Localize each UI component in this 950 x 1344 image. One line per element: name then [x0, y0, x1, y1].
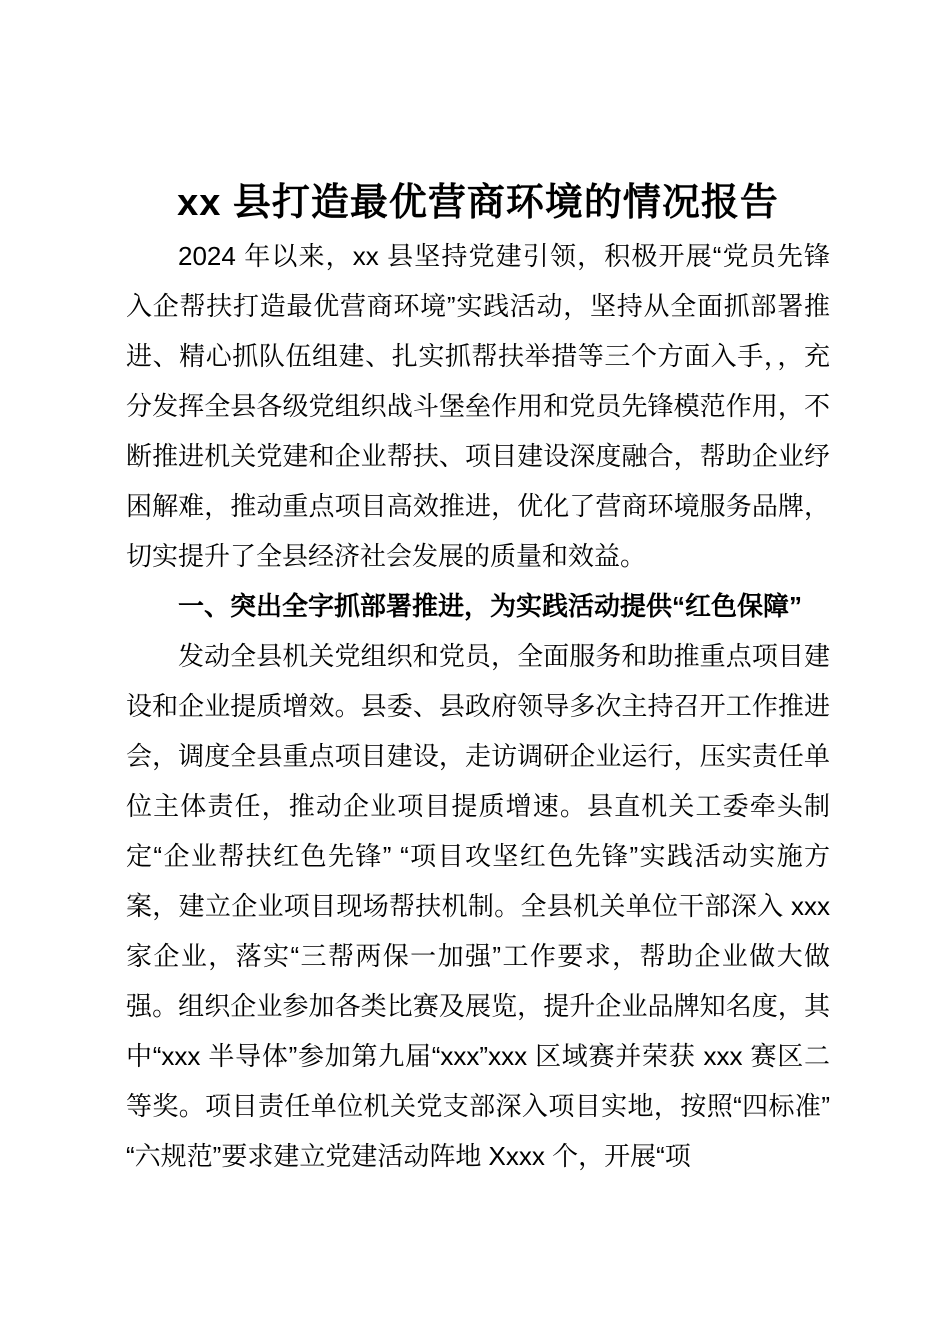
document-title: xx 县打造最优营商环境的情况报告: [177, 182, 779, 224]
section-1-paragraph: 发动全县机关党组织和党员，全面服务和助推重点项目建设和企业提质增效。县委、县政府领导多次主持召开工作推进会，调度全县重点项目建设，走访调研企业运行，压实责任单位主体责任，推动企业项目提质增速。县直机关工委牵头制定“企业帮扶红色先锋” “项目攻坚红色先锋”实践活动实施方案，建立企业项目现场帮扶机制。全县机关单位干部深入 xxx 家企业，落实“三帮两保一加强”工作要求，帮助企业做大做强。组织企业参加各类比赛及展览，提升企业品牌知名度，其中“xxx 半导体”参加第九届“xxx”xxx 区域赛并荣获 xxx 赛区二等奖。项目责任单位机关党支部深入项目实地，按照“四标准” “六规范”要求建立党建活动阵地 Xxxx 个，开展“项: [126, 641, 830, 1171]
section-heading-1: 一、突出全字抓部署推进，为实践活动提供“红色保障”: [178, 591, 803, 621]
intro-paragraph: 2024 年以来，xx 县坚持党建引领，积极开展“党员先锋入企帮扶打造最优营商环境”实践活动，坚持从全面抓部署推进、精心抓队伍组建、扎实抓帮扶举措等三个方面入手，，充分发挥全县各级党组织战斗堡垒作用和党员先锋模范作用，不断推进机关党建和企业帮扶、项目建设深度融合，帮助企业纾困解难，推动重点项目高效推进，优化了营商环境服务品牌，切实提升了全县经济社会发展的质量和效益。: [126, 241, 830, 571]
